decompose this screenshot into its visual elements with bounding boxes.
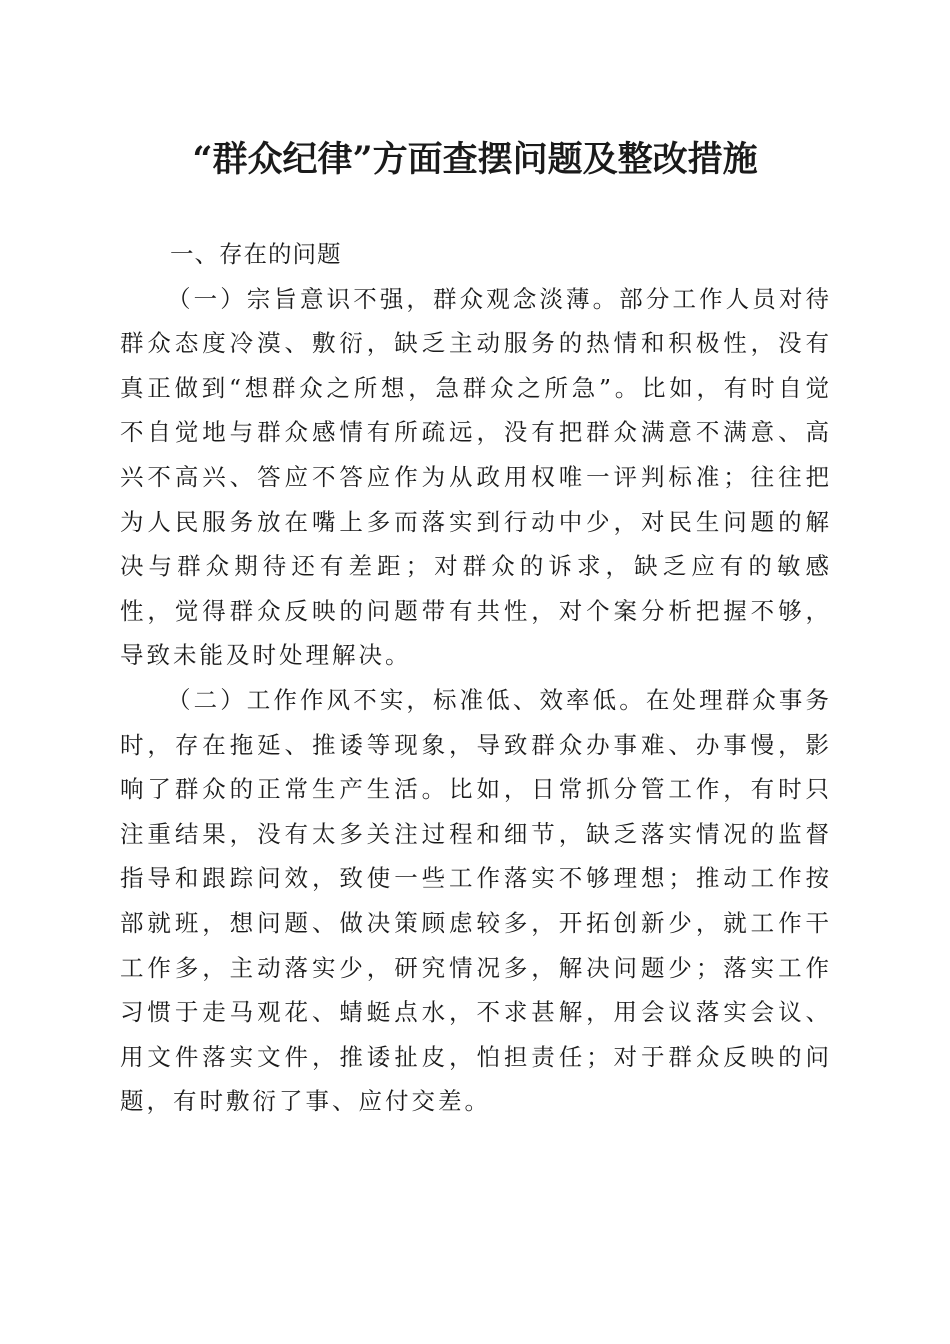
paragraph-work-style: （二）工作作风不实，标准低、效率低。在处理群众事务时，存在拖延、推诿等现象，导致群众办事难、办事慢，影响了群众的正常生产生活。比如，日常抓分管工作，有时只注重结果，没有太多关注过程和细节，缺乏落实情况的监督指导和跟踪问效，致使一些工作落实不够理想；推动工作按部就班，想问题、做决策顾虑较多，开拓创新少，就工作干工作多，主动落实少，研究情况多，解决问题少；落实工作习惯于走马观花、蜻蜓点水，不求甚解，用会议落实会议、用文件落实文件，推诿扯皮，怕担责任；对于群众反映的问题，有时敷衍了事、应付交差。 [120, 685, 832, 1116]
section-heading-problems: 一、存在的问题 [170, 240, 342, 268]
document-body [120, 232, 832, 1124]
paragraph-purpose-awareness: （一）宗旨意识不强，群众观念淡薄。部分工作人员对待群众态度冷漠、敷衍，缺乏主动服务的热情和积极性，没有真正做到“想群众之所想，急群众之所急”。比如，有时自觉不自觉地与群众感情有所疏远，没有把群众满意不满意、高兴不高兴、答应不答应作为从政用权唯一评判标准；往往把为人民服务放在嘴上多而落实到行动中少，对民生问题的解决与群众期待还有差距；对群众的诉求，缺乏应有的敏感性，觉得群众反映的问题带有共性，对个案分析把握不够，导致未能及时处理解决。 [120, 284, 832, 670]
document-title: “群众纪律”方面查摆问题及整改措施 [192, 139, 758, 180]
